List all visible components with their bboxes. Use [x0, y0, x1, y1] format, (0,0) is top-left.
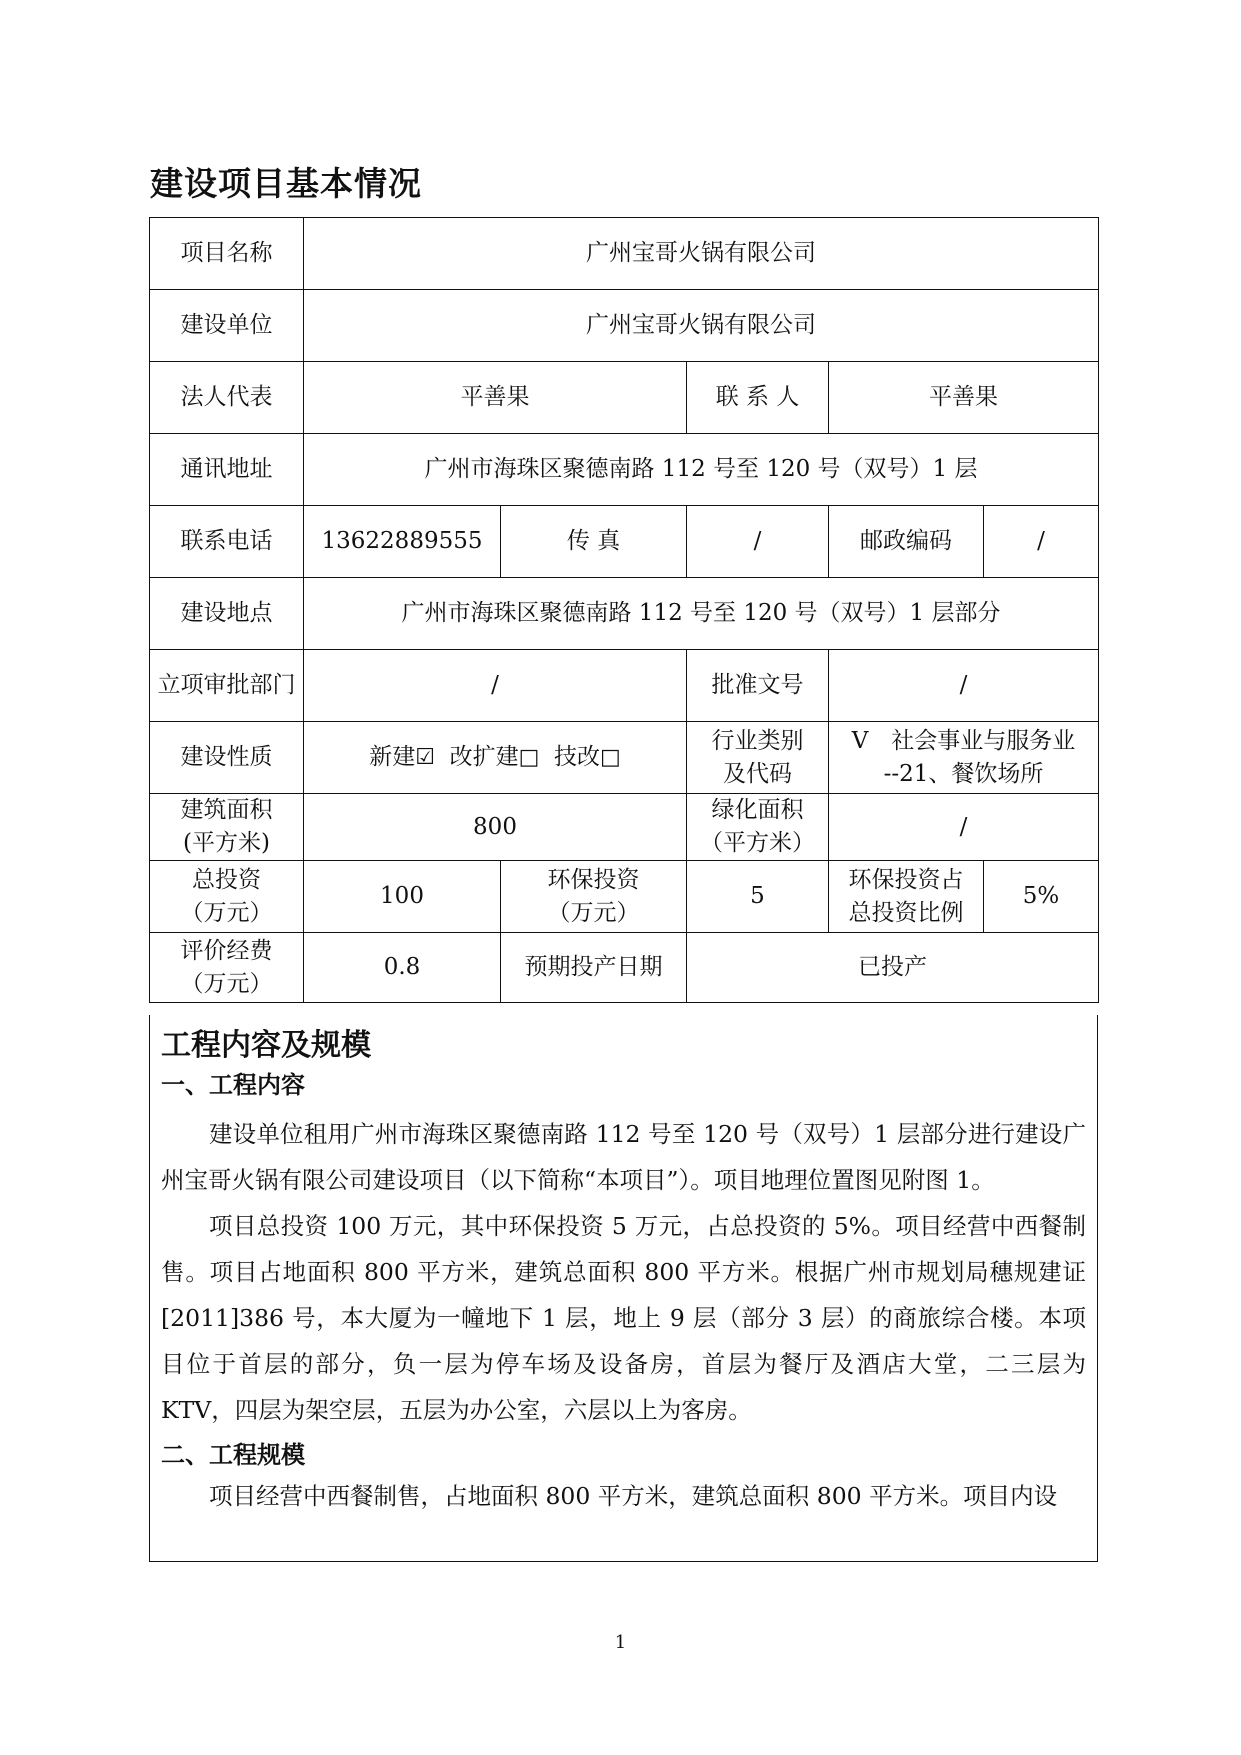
- env-ratio-label-line1: 环保投资占: [848, 866, 964, 893]
- postcode-label: 邮政编码: [829, 506, 984, 578]
- address-label: 通讯地址: [150, 434, 304, 506]
- total-invest-label: [150, 861, 304, 933]
- nature-options: [304, 722, 687, 794]
- eval-fee-label: [150, 933, 304, 1003]
- green-area-label-line2: （平方米）: [700, 830, 815, 856]
- phone-label: 联系电话: [150, 506, 304, 578]
- builder-value: 广州宝哥火锅有限公司: [304, 290, 1099, 362]
- table-row: [150, 861, 1099, 933]
- nature-tech-label: 技改: [553, 744, 600, 770]
- env-ratio-value: 5%: [984, 861, 1099, 933]
- green-area-value: /: [829, 794, 1099, 861]
- expected-date-value: 已投产: [687, 933, 1099, 1003]
- industry-value-line1: V 社会事业与服务业: [851, 727, 1076, 754]
- env-invest-label: [501, 861, 687, 933]
- subsection-heading-scale: 二、工程规模: [161, 1441, 305, 1469]
- total-invest-value: 100: [304, 861, 501, 933]
- approval-dept-label: 立项审批部门: [150, 650, 304, 722]
- green-area-label: [687, 794, 829, 861]
- builder-label: 建设单位: [150, 290, 304, 362]
- nature-new-label: 新建: [369, 744, 416, 770]
- industry-value-line2: --21、餐饮场所: [883, 760, 1044, 787]
- page-number: 1: [614, 1632, 627, 1653]
- legal-rep-label: 法人代表: [150, 362, 304, 434]
- table-row: [150, 650, 1099, 722]
- legal-rep-value: 平善果: [304, 362, 687, 434]
- site-label: 建设地点: [150, 578, 304, 650]
- project-content-section: [149, 1015, 1098, 1562]
- table-row: [150, 434, 1099, 506]
- table-row: [150, 362, 1099, 434]
- contact-value: 平善果: [829, 362, 1099, 434]
- project-name-value: 广州宝哥火锅有限公司: [304, 218, 1099, 290]
- contact-label: 联 系 人: [687, 362, 829, 434]
- table-row: [150, 218, 1099, 290]
- env-invest-label-line1: 环保投资: [547, 866, 640, 893]
- env-ratio-label-line2: 总投资比例: [848, 899, 964, 926]
- approval-no-label: 批准文号: [687, 650, 829, 722]
- project-info-table: [149, 217, 1099, 1003]
- expected-date-label: 预期投产日期: [501, 933, 687, 1003]
- table-row: [150, 794, 1099, 861]
- subsection-heading-content: 一、工程内容: [161, 1071, 305, 1099]
- eval-fee-label-line1: 评价经费: [180, 937, 273, 964]
- green-area-label-line1: 绿化面积: [711, 797, 804, 823]
- eval-fee-label-line2: （万元）: [180, 970, 273, 997]
- floor-area-value: 800: [304, 794, 687, 861]
- total-invest-label-line1: 总投资: [192, 866, 261, 893]
- env-ratio-label: [829, 861, 984, 933]
- approval-no-value: /: [829, 650, 1099, 722]
- table-row: [150, 933, 1099, 1003]
- paragraph: 项目经营中西餐制售，占地面积 800 平方米，建筑总面积 800 平方米。项目内设: [209, 1482, 1058, 1510]
- checkbox-empty-icon: □: [599, 745, 621, 770]
- table-row: [150, 578, 1099, 650]
- nature-label: 建设性质: [150, 722, 304, 794]
- env-invest-label-line2: （万元）: [547, 899, 640, 926]
- paragraph: 建设单位租用广州市海珠区聚德南路 112 号至 120 号（双号）1 层部分进行建设广州宝哥火锅有限公司建设项目（以下简称“本项目”）。项目地理位置图见附图 1。: [161, 1120, 1086, 1194]
- nature-expand-label: 改扩建: [449, 744, 519, 770]
- page-title: 建设项目基本情况: [150, 164, 422, 203]
- postcode-value: /: [984, 506, 1099, 578]
- checkbox-checked-icon: ☑: [415, 745, 435, 770]
- floor-area-label: [150, 794, 304, 861]
- industry-label-line2: 及代码: [723, 760, 792, 787]
- floor-area-label-line1: 建筑面积: [180, 797, 273, 823]
- fax-value: /: [687, 506, 829, 578]
- approval-dept-value: /: [304, 650, 687, 722]
- total-invest-label-line2: （万元）: [180, 899, 273, 926]
- industry-label: [687, 722, 829, 794]
- table-row: [150, 290, 1099, 362]
- fax-label: 传 真: [501, 506, 687, 578]
- phone-value: 13622889555: [304, 506, 501, 578]
- eval-fee-value: 0.8: [304, 933, 501, 1003]
- industry-label-line1: 行业类别: [711, 727, 804, 754]
- industry-value: [829, 722, 1099, 794]
- address-value: 广州市海珠区聚德南路 112 号至 120 号（双号）1 层: [304, 434, 1099, 506]
- project-name-label: 项目名称: [150, 218, 304, 290]
- site-value: 广州市海珠区聚德南路 112 号至 120 号（双号）1 层部分: [304, 578, 1099, 650]
- env-invest-value: 5: [687, 861, 829, 933]
- checkbox-empty-icon: □: [518, 745, 540, 770]
- paragraph: 项目总投资 100 万元，其中环保投资 5 万元，占总投资的 5%。项目经营中西餐制售。项目占地面积 800 平方米，建筑总面积 800 平方米。根据广州市规划局穗规建证[2011]386 号，本大厦为一幢地下 1 层，地上 9 层（部分 3 层）的商旅综合楼。本项目位于首层的部分，负一层为停车场及设备房，首层为餐厅及酒店大堂，二三层为 KTV，四层为架空层，五层为办公室，六层以上为客房。: [161, 1212, 1086, 1424]
- section-heading: 工程内容及规模: [161, 1028, 371, 1063]
- floor-area-label-line2: (平方米): [183, 830, 270, 856]
- table-row: [150, 722, 1099, 794]
- table-row: [150, 506, 1099, 578]
